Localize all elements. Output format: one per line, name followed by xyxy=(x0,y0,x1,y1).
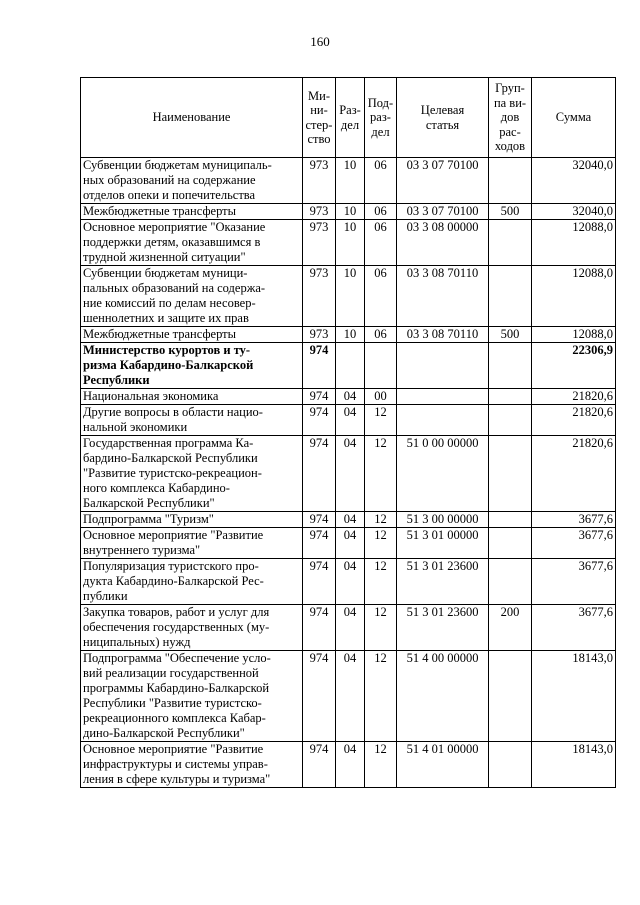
cell-target: 51 3 01 00000 xyxy=(397,528,489,559)
cell-ministry: 974 xyxy=(303,528,336,559)
table-header-row xyxy=(81,78,616,158)
table-row xyxy=(81,204,616,220)
cell-target: 51 0 00 00000 xyxy=(397,436,489,512)
header-ministry: Ми- ни- стер- ство xyxy=(303,78,336,158)
cell-subsection: 06 xyxy=(365,158,397,204)
cell-group xyxy=(489,742,532,788)
cell-subsection: 12 xyxy=(365,512,397,528)
cell-name: Популяризация туристского про- дукта Кабардино-Балкарской Рес- публики xyxy=(81,559,303,605)
table-row xyxy=(81,389,616,405)
cell-subsection: 06 xyxy=(365,266,397,327)
cell-subsection: 12 xyxy=(365,528,397,559)
cell-amount: 32040,0 xyxy=(532,158,616,204)
cell-target: 51 4 01 00000 xyxy=(397,742,489,788)
cell-section xyxy=(336,343,365,389)
cell-group xyxy=(489,389,532,405)
cell-ministry: 973 xyxy=(303,220,336,266)
cell-target: 03 3 07 70100 xyxy=(397,158,489,204)
cell-group xyxy=(489,651,532,742)
cell-target: 51 3 00 00000 xyxy=(397,512,489,528)
cell-group xyxy=(489,266,532,327)
table-row xyxy=(81,742,616,788)
cell-amount: 21820,6 xyxy=(532,436,616,512)
cell-target xyxy=(397,405,489,436)
cell-group: 500 xyxy=(489,204,532,220)
cell-name: Основное мероприятие "Развитие внутреннего туризма" xyxy=(81,528,303,559)
cell-subsection: 00 xyxy=(365,389,397,405)
cell-section: 10 xyxy=(336,158,365,204)
cell-target xyxy=(397,343,489,389)
cell-group xyxy=(489,343,532,389)
cell-name: Министерство курортов и ту- ризма Кабардино-Балкарской Республики xyxy=(81,343,303,389)
cell-ministry: 973 xyxy=(303,204,336,220)
header-subsection: Под- раз- дел xyxy=(365,78,397,158)
cell-group xyxy=(489,528,532,559)
table-row xyxy=(81,605,616,651)
cell-amount: 21820,6 xyxy=(532,405,616,436)
cell-subsection: 12 xyxy=(365,436,397,512)
cell-group xyxy=(489,559,532,605)
header-target: Целевая статья xyxy=(397,78,489,158)
cell-name: Субвенции бюджетам муници- пальных образований на содержа- ние комиссий по делам несовер- шеннолетних и защите их прав xyxy=(81,266,303,327)
cell-amount: 3677,6 xyxy=(532,528,616,559)
cell-subsection: 06 xyxy=(365,327,397,343)
cell-subsection: 12 xyxy=(365,742,397,788)
cell-name: Основное мероприятие "Оказание поддержки детям, оказавшимся в трудной жизненной ситуации" xyxy=(81,220,303,266)
cell-section: 04 xyxy=(336,559,365,605)
cell-name: Субвенции бюджетам муниципаль- ных образований на содержание отделов опеки и попечительства xyxy=(81,158,303,204)
cell-target: 51 4 00 00000 xyxy=(397,651,489,742)
cell-amount: 3677,6 xyxy=(532,605,616,651)
cell-target: 03 3 07 70100 xyxy=(397,204,489,220)
cell-target: 51 3 01 23600 xyxy=(397,559,489,605)
cell-section: 10 xyxy=(336,266,365,327)
header-name: Наименование xyxy=(81,78,303,158)
table-body xyxy=(81,158,616,788)
cell-section: 04 xyxy=(336,742,365,788)
cell-section: 04 xyxy=(336,528,365,559)
cell-subsection: 12 xyxy=(365,651,397,742)
cell-ministry: 974 xyxy=(303,742,336,788)
cell-subsection: 12 xyxy=(365,559,397,605)
cell-name: Межбюджетные трансферты xyxy=(81,204,303,220)
cell-subsection: 12 xyxy=(365,405,397,436)
cell-name: Государственная программа Ка- бардино-Балкарской Республики "Развитие туристско-рекреацион- ного комплекса Кабардино- Балкарской Республики" xyxy=(81,436,303,512)
cell-amount: 32040,0 xyxy=(532,204,616,220)
cell-amount: 18143,0 xyxy=(532,651,616,742)
cell-section: 10 xyxy=(336,204,365,220)
cell-amount: 3677,6 xyxy=(532,559,616,605)
table-row xyxy=(81,651,616,742)
table-row xyxy=(81,266,616,327)
budget-table xyxy=(80,77,616,788)
cell-section: 04 xyxy=(336,436,365,512)
cell-ministry: 974 xyxy=(303,389,336,405)
cell-ministry: 973 xyxy=(303,266,336,327)
cell-name: Подпрограмма "Обеспечение усло- вий реализации государственной программы Кабардино-Балкарской Республики "Развитие туристско- рекреационного комплекса Кабар- дино-Балкарской Республики" xyxy=(81,651,303,742)
cell-subsection xyxy=(365,343,397,389)
cell-ministry: 973 xyxy=(303,327,336,343)
table-row xyxy=(81,512,616,528)
cell-section: 10 xyxy=(336,327,365,343)
page-number: 160 xyxy=(310,34,330,49)
cell-ministry: 974 xyxy=(303,559,336,605)
cell-group xyxy=(489,158,532,204)
cell-name: Основное мероприятие "Развитие инфраструктуры и системы управ- ления в сфере культуры и туризма" xyxy=(81,742,303,788)
cell-target: 03 3 08 70110 xyxy=(397,266,489,327)
cell-section: 04 xyxy=(336,605,365,651)
cell-target: 03 3 08 70110 xyxy=(397,327,489,343)
table-row xyxy=(81,559,616,605)
cell-section: 04 xyxy=(336,651,365,742)
cell-ministry: 974 xyxy=(303,651,336,742)
cell-section: 04 xyxy=(336,512,365,528)
table-row xyxy=(81,220,616,266)
cell-section: 04 xyxy=(336,389,365,405)
cell-name: Другие вопросы в области нацио- нальной экономики xyxy=(81,405,303,436)
cell-name: Закупка товаров, работ и услуг для обеспечения государственных (му- ниципальных) нужд xyxy=(81,605,303,651)
header-group: Груп- па ви- дов рас- ходов xyxy=(489,78,532,158)
table-row xyxy=(81,405,616,436)
cell-amount: 12088,0 xyxy=(532,266,616,327)
table-row xyxy=(81,343,616,389)
cell-group xyxy=(489,436,532,512)
cell-target xyxy=(397,389,489,405)
cell-amount: 3677,6 xyxy=(532,512,616,528)
cell-ministry: 974 xyxy=(303,512,336,528)
cell-subsection: 06 xyxy=(365,220,397,266)
cell-group xyxy=(489,405,532,436)
cell-ministry: 974 xyxy=(303,605,336,651)
cell-subsection: 12 xyxy=(365,605,397,651)
table-row xyxy=(81,436,616,512)
cell-group xyxy=(489,220,532,266)
cell-subsection: 06 xyxy=(365,204,397,220)
cell-amount: 12088,0 xyxy=(532,220,616,266)
cell-ministry: 974 xyxy=(303,436,336,512)
table-row xyxy=(81,327,616,343)
cell-amount: 21820,6 xyxy=(532,389,616,405)
cell-name: Межбюджетные трансферты xyxy=(81,327,303,343)
table-row xyxy=(81,158,616,204)
header-amount: Сумма xyxy=(532,78,616,158)
table-row xyxy=(81,528,616,559)
cell-section: 04 xyxy=(336,405,365,436)
cell-section: 10 xyxy=(336,220,365,266)
cell-target: 03 3 08 00000 xyxy=(397,220,489,266)
cell-amount: 12088,0 xyxy=(532,327,616,343)
cell-amount: 18143,0 xyxy=(532,742,616,788)
cell-amount: 22306,9 xyxy=(532,343,616,389)
cell-name: Подпрограмма "Туризм" xyxy=(81,512,303,528)
header-section: Раз- дел xyxy=(336,78,365,158)
cell-group xyxy=(489,512,532,528)
cell-group: 200 xyxy=(489,605,532,651)
cell-ministry: 974 xyxy=(303,343,336,389)
cell-name: Национальная экономика xyxy=(81,389,303,405)
cell-ministry: 974 xyxy=(303,405,336,436)
cell-target: 51 3 01 23600 xyxy=(397,605,489,651)
cell-ministry: 973 xyxy=(303,158,336,204)
cell-group: 500 xyxy=(489,327,532,343)
